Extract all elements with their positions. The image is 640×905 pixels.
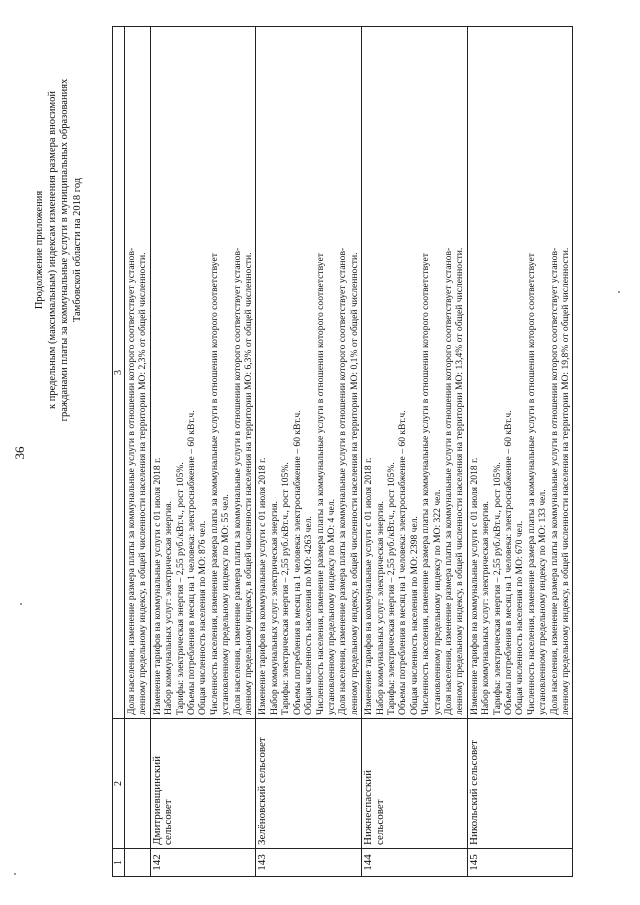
detail-line: Доля населения, изменение размера платы за коммунальные услуги в отношении которого соответствует установ- bbox=[126, 247, 137, 715]
details-cell bbox=[150, 27, 256, 719]
municipality-cell bbox=[125, 719, 151, 849]
municipality-name: Нижнеспасский сельсовет bbox=[362, 719, 468, 849]
header-line-4: Тамбовской области на 2018 год bbox=[71, 177, 83, 323]
detail-line: Набор коммунальных услуг: электрическая энергия. bbox=[374, 501, 386, 715]
detail-line: Доля населения, изменение размера платы за коммунальные услуги в отношении которого соответствует установ- bbox=[337, 247, 349, 715]
municipality-name: Зелёновский сельсовет bbox=[256, 719, 362, 849]
detail-line: Общая численность населения по МО: 876 чел. bbox=[197, 520, 209, 715]
detail-line: Объемы потребления в месяц на 1 человека: электроснабжение – 60 кВт.ч. bbox=[397, 410, 409, 715]
detail-line: Набор коммунальных услуг: электрическая энергия. bbox=[480, 501, 492, 715]
detail-line: установленному предельному индексу по МО: 322 чел. bbox=[431, 489, 443, 715]
detail-line: Тарифы: электрическая энергия – 2,55 руб./кВт.ч., рост 105%. bbox=[174, 462, 186, 715]
table-row-continuation bbox=[125, 27, 151, 877]
column-number-2: 2 bbox=[113, 719, 125, 849]
detail-line: Доля населения, изменение размера платы за коммунальные услуги в отношении которого соответствует установ- bbox=[442, 247, 454, 715]
detail-line: установленному предельному индексу по МО: 133 чел. bbox=[537, 489, 549, 715]
detail-line: ленному предельному индексу, в общей численности населения на территории МО: 6,3% от общей численности. bbox=[243, 252, 255, 715]
scan-speck bbox=[20, 603, 22, 605]
scan-speck bbox=[618, 291, 620, 293]
detail-line: Доля населения, изменение размера платы за коммунальные услуги в отношении которого соответствует установ- bbox=[231, 247, 243, 715]
detail-line: ленному предельному индексу, в общей численности населения на территории МО: 0,1% от общей численности. bbox=[348, 252, 360, 715]
municipality-name: Никольский сельсовет bbox=[467, 719, 573, 849]
detail-line: Изменение тарифов на коммунальные услуги с 01 июля 2018 г. bbox=[257, 457, 269, 715]
detail-line: установленному предельному индексу по МО: 4 чел. bbox=[325, 498, 337, 715]
detail-line: Численность населения, изменение размера платы за коммунальные услуги в отношении которого соответствует bbox=[314, 253, 326, 715]
details-cell bbox=[256, 27, 362, 719]
detail-line: Набор коммунальных услуг: электрическая энергия. bbox=[163, 501, 175, 715]
detail-line: Объемы потребления в месяц на 1 человека: электроснабжение – 60 кВт.ч. bbox=[503, 410, 514, 715]
municipality-name: Дмитриевщинский сельсовет bbox=[150, 719, 256, 849]
detail-line: Доля населения, изменение размера платы за коммунальные услуги в отношении которого соответствует установ- bbox=[548, 247, 560, 715]
header-line-2: к предельным (максимальным) индексам изменения размера вносимой bbox=[46, 90, 58, 410]
detail-line: Общая численность населения по МО: 4263 чел. bbox=[303, 516, 315, 715]
header-line-3: гражданами платы за коммунальные услуги в муниципальных образованиях bbox=[59, 78, 70, 422]
scan-speck bbox=[14, 873, 16, 875]
page-number: 36 bbox=[12, 446, 27, 460]
detail-line: Изменение тарифов на коммунальные услуги с 01 июля 2018 г. bbox=[468, 457, 480, 715]
detail-line: Тарифы: электрическая энергия – 2,55 руб./кВт.ч., рост 105%. bbox=[280, 462, 292, 715]
row-number: 143 bbox=[256, 849, 362, 877]
table-row bbox=[150, 27, 256, 877]
details-cell bbox=[362, 27, 468, 719]
row-number: 145 bbox=[467, 849, 573, 877]
document-header bbox=[34, 35, 84, 465]
detail-line: Численность населения, изменение размера платы за коммунальные услуги в отношении которого соответствует bbox=[208, 253, 220, 715]
detail-line: ленному предельному индексу, в общей численности населения на территории МО: 19,8% от общей численности. bbox=[560, 247, 572, 715]
detail-line: Изменение тарифов на коммунальные услуги с 01 июля 2018 г. bbox=[151, 457, 163, 715]
row-number: 144 bbox=[362, 849, 468, 877]
row-number-cell bbox=[125, 849, 151, 877]
column-number-1: 1 bbox=[113, 849, 125, 877]
details-cell bbox=[125, 27, 151, 719]
detail-line: Общая численность населения по МО: 670 чел. bbox=[514, 520, 526, 715]
detail-line: Тарифы: электрическая энергия – 2,55 руб./кВт.ч., рост 105%. bbox=[491, 462, 503, 715]
detail-line: Тарифы: электрическая энергия – 2,55 руб./кВт.ч., рост 105%. bbox=[385, 462, 397, 715]
details-cell bbox=[467, 27, 573, 719]
detail-line: Набор коммунальных услуг: электрическая энергия. bbox=[268, 501, 280, 715]
detail-line: Объемы потребления в месяц на 1 человека: электроснабжение – 60 кВт.ч. bbox=[186, 410, 198, 715]
detail-line: Численность населения, изменение размера платы за коммунальные услуги в отношении которого соответствует bbox=[525, 253, 537, 715]
detail-line: установленному предельному индексу по МО: 55 чел. bbox=[220, 494, 232, 715]
column-number-3: 3 bbox=[113, 27, 125, 719]
detail-line: ленному предельному индексу, в общей численности населения на территории МО: 2,3% от общей численности. bbox=[137, 252, 149, 715]
table-row bbox=[362, 27, 468, 877]
column-number-row bbox=[113, 27, 125, 877]
detail-line: Изменение тарифов на коммунальные услуги с 01 июля 2018 г. bbox=[363, 457, 375, 715]
detail-line: Объемы потребления в месяц на 1 человека: электроснабжение – 60 кВт.ч. bbox=[291, 410, 303, 715]
header-line-1: Продолжение приложения bbox=[34, 190, 45, 310]
table-row bbox=[467, 27, 573, 877]
detail-line: ленному предельному индексу, в общей численности населения на территории МО: 13,4% от общей численности. bbox=[454, 247, 466, 715]
detail-line: Общая численность населения по МО: 2398 чел. bbox=[408, 516, 420, 715]
row-number: 142 bbox=[150, 849, 256, 877]
detail-line: Численность населения, изменение размера платы за коммунальные услуги в отношении которого соответствует bbox=[420, 253, 432, 715]
indices-table bbox=[112, 26, 573, 877]
table-row bbox=[256, 27, 362, 877]
